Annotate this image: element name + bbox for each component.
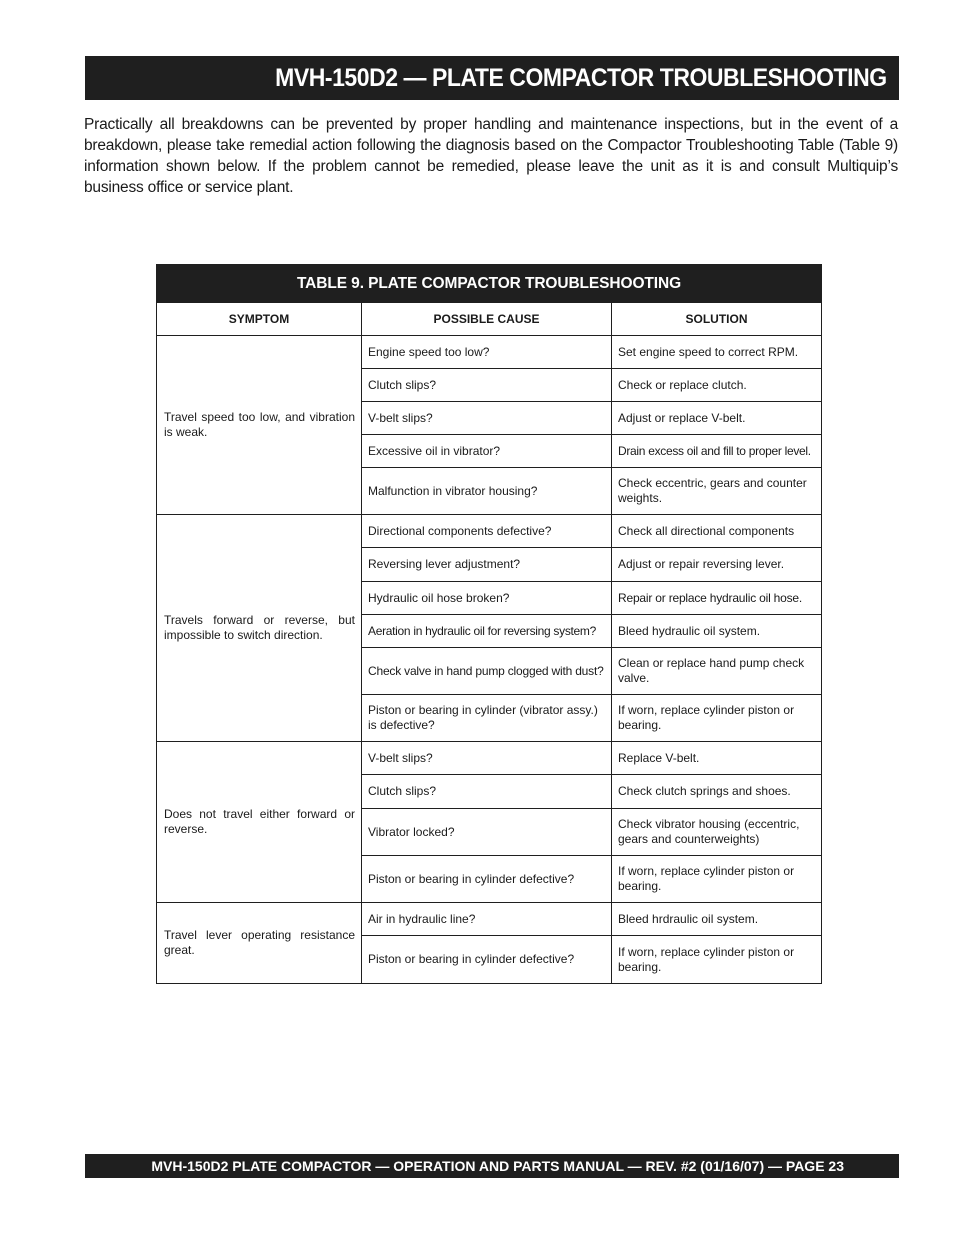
solution-cell: If worn, replace cylinder piston or bearing. — [612, 856, 822, 903]
column-header-symptom: SYMPTOM — [157, 303, 362, 336]
symptom-cell: Travel lever operating resistance great. — [157, 903, 362, 984]
troubleshooting-table — [156, 264, 822, 984]
cause-cell: Vibrator locked? — [362, 809, 612, 856]
solution-cell: If worn, replace cylinder piston or bearing. — [612, 936, 822, 984]
cause-cell: Piston or bearing in cylinder defective? — [362, 936, 612, 984]
solution-cell: Adjust or replace V-belt. — [612, 402, 822, 435]
cause-cell: Reversing lever adjustment? — [362, 548, 612, 582]
cause-cell: Piston or bearing in cylinder defective? — [362, 856, 612, 903]
troubleshooting-table-container — [156, 264, 821, 984]
solution-cell: Check eccentric, gears and counter weights. — [612, 468, 822, 515]
solution-cell: Replace V-belt. — [612, 742, 822, 775]
solution-cell: Adjust or repair reversing lever. — [612, 548, 822, 582]
cause-cell: Aeration in hydraulic oil for reversing system? — [362, 615, 612, 648]
cause-cell: Check valve in hand pump clogged with dust? — [362, 648, 612, 695]
table-caption: TABLE 9. PLATE COMPACTOR TROUBLESHOOTING — [157, 265, 822, 303]
solution-cell: Set engine speed to correct RPM. — [612, 336, 822, 369]
solution-cell: Bleed hrdraulic oil system. — [612, 903, 822, 936]
table-row — [157, 515, 822, 548]
column-header-possible-cause: POSSIBLE CAUSE — [362, 303, 612, 336]
cause-cell: Clutch slips? — [362, 369, 612, 402]
solution-cell: Check all directional components — [612, 515, 822, 548]
cause-cell: V-belt slips? — [362, 402, 612, 435]
solution-cell: Repair or replace hydraulic oil hose. — [612, 582, 822, 615]
symptom-cell: Does not travel either forward or reverse. — [157, 742, 362, 903]
solution-cell: If worn, replace cylinder piston or bearing. — [612, 695, 822, 742]
solution-cell: Check vibrator housing (eccentric, gears and counterweights) — [612, 809, 822, 856]
cause-cell: Air in hydraulic line? — [362, 903, 612, 936]
intro-paragraph: Practically all breakdowns can be prevented by proper handling and maintenance inspections, but in the event of a breakdown, please take remedial action following the diagnosis based on the Compactor Troubleshooting Table (Table 9) information shown below. If the problem cannot be remedied, please leave the unit as it is and consult Multiquip’s business office or service plant. — [84, 116, 898, 196]
cause-cell: Hydraulic oil hose broken? — [362, 582, 612, 615]
page-title: MVH-150D2 — PLATE COMPACTOR TROUBLESHOOTING — [275, 63, 887, 92]
footer-text: MVH-150D2 PLATE COMPACTOR — OPERATION AND PARTS MANUAL — REV. #2 (01/16/07) — PAGE 23 — [151, 1158, 844, 1174]
cause-cell: Piston or bearing in cylinder (vibrator assy.) is defective? — [362, 695, 612, 742]
table-row — [157, 336, 822, 369]
table-row — [157, 742, 822, 775]
symptom-cell: Travels forward or reverse, but impossible to switch direction. — [157, 515, 362, 742]
cause-cell: Clutch slips? — [362, 775, 612, 809]
solution-cell: Clean or replace hand pump check valve. — [612, 648, 822, 695]
page-title-bar — [85, 56, 899, 100]
solution-cell: Check clutch springs and shoes. — [612, 775, 822, 809]
symptom-cell: Travel speed too low, and vibration is weak. — [157, 336, 362, 515]
solution-cell: Drain excess oil and fill to proper level. — [612, 435, 822, 468]
cause-cell: V-belt slips? — [362, 742, 612, 775]
column-header-solution: SOLUTION — [612, 303, 822, 336]
page-footer — [85, 1154, 899, 1178]
cause-cell: Malfunction in vibrator housing? — [362, 468, 612, 515]
cause-cell: Directional components defective? — [362, 515, 612, 548]
table-row — [157, 903, 822, 936]
cause-cell: Engine speed too low? — [362, 336, 612, 369]
solution-cell: Bleed hydraulic oil system. — [612, 615, 822, 648]
cause-cell: Excessive oil in vibrator? — [362, 435, 612, 468]
solution-cell: Check or replace clutch. — [612, 369, 822, 402]
